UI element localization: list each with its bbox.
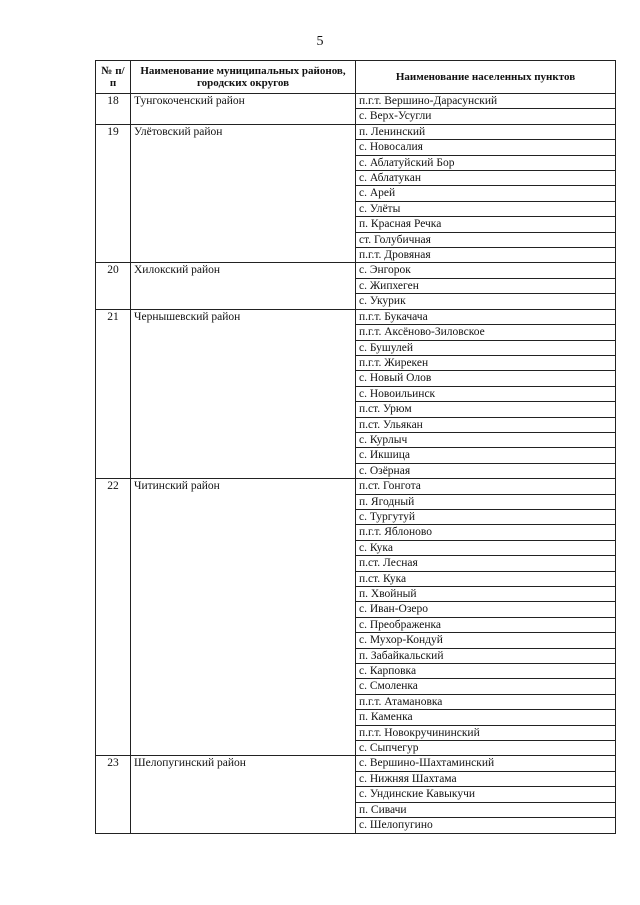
settlement-name: п.г.т. Аксёново-Зиловское (356, 325, 616, 340)
district-name: Хилокский район (131, 263, 356, 309)
settlement-name: п.ст. Кука (356, 571, 616, 586)
row-number: 22 (96, 479, 131, 756)
settlement-name: с. Улёты (356, 201, 616, 216)
row-number: 20 (96, 263, 131, 309)
table-header-row (96, 61, 616, 94)
table-row (96, 309, 616, 324)
settlement-name: с. Бушулей (356, 340, 616, 355)
row-number: 23 (96, 756, 131, 833)
page-number: 5 (316, 34, 324, 49)
district-name: Шелопугинский район (131, 756, 356, 833)
settlement-name: с. Сыпчегур (356, 741, 616, 756)
table-row (96, 263, 616, 278)
settlement-name: п.г.т. Вершино-Дарасунский (356, 94, 616, 109)
settlement-name: с. Жипхеген (356, 278, 616, 293)
settlement-name: с. Курлыч (356, 432, 616, 447)
table-row (96, 124, 616, 139)
settlement-name: с. Шелопугино (356, 818, 616, 833)
settlement-name: с. Новоильинск (356, 386, 616, 401)
settlement-name: п.г.т. Новокручининский (356, 725, 616, 740)
settlement-name: п.ст. Гонгота (356, 479, 616, 494)
settlement-name: с. Аблатукан (356, 171, 616, 186)
settlement-name: п.г.т. Яблоново (356, 525, 616, 540)
settlements-table (95, 60, 616, 834)
row-number: 19 (96, 124, 131, 263)
settlement-name: с. Укурик (356, 294, 616, 309)
settlement-name: с. Арей (356, 186, 616, 201)
settlement-name: с. Мухор-Кондуй (356, 633, 616, 648)
settlement-name: с. Новый Олов (356, 371, 616, 386)
table-body (96, 94, 616, 834)
header-district: Наименование муниципальных районов, городских округов (131, 61, 356, 94)
settlement-name: с. Икшица (356, 448, 616, 463)
settlement-name: п. Каменка (356, 710, 616, 725)
settlement-name: с. Верх-Усугли (356, 109, 616, 124)
settlement-name: с. Карповка (356, 664, 616, 679)
settlement-name: ст. Голубичная (356, 232, 616, 247)
table-row (96, 94, 616, 109)
settlement-name: с. Преображенка (356, 617, 616, 632)
settlement-name: п. Ягодный (356, 494, 616, 509)
header-num: № п/п (96, 61, 131, 94)
settlement-name: с. Аблатуйский Бор (356, 155, 616, 170)
settlement-name: с. Новосалия (356, 140, 616, 155)
settlement-name: с. Нижняя Шахтама (356, 771, 616, 786)
settlement-name: с. Энгорок (356, 263, 616, 278)
settlement-name: п.г.т. Атамановка (356, 694, 616, 709)
settlement-name: с. Вершино-Шахтаминский (356, 756, 616, 771)
row-number: 18 (96, 94, 131, 125)
settlement-name: п.ст. Урюм (356, 402, 616, 417)
settlement-name: п. Забайкальский (356, 648, 616, 663)
settlement-name: п.ст. Лесная (356, 556, 616, 571)
settlement-name: п.г.т. Букачача (356, 309, 616, 324)
row-number: 21 (96, 309, 131, 478)
settlement-name: п.г.т. Дровяная (356, 248, 616, 263)
settlement-name: п. Красная Речка (356, 217, 616, 232)
settlement-name: п. Хвойный (356, 587, 616, 602)
district-name: Чернышевский район (131, 309, 356, 478)
settlement-name: п.ст. Ульякан (356, 417, 616, 432)
district-name: Тунгокоченский район (131, 94, 356, 125)
settlement-name: с. Озёрная (356, 463, 616, 478)
settlement-name: с. Смоленка (356, 679, 616, 694)
settlement-name: с. Тургутуй (356, 509, 616, 524)
settlement-name: с. Иван-Озеро (356, 602, 616, 617)
settlement-name: п.г.т. Жирекен (356, 355, 616, 370)
header-settlement: Наименование населенных пунктов (356, 61, 616, 94)
table-row (96, 479, 616, 494)
district-name: Читинский район (131, 479, 356, 756)
settlement-name: с. Кука (356, 540, 616, 555)
settlement-name: п. Ленинский (356, 124, 616, 139)
settlement-name: п. Сивачи (356, 802, 616, 817)
district-name: Улётовский район (131, 124, 356, 263)
table-row (96, 756, 616, 771)
settlement-name: с. Ундинские Кавыкучи (356, 787, 616, 802)
